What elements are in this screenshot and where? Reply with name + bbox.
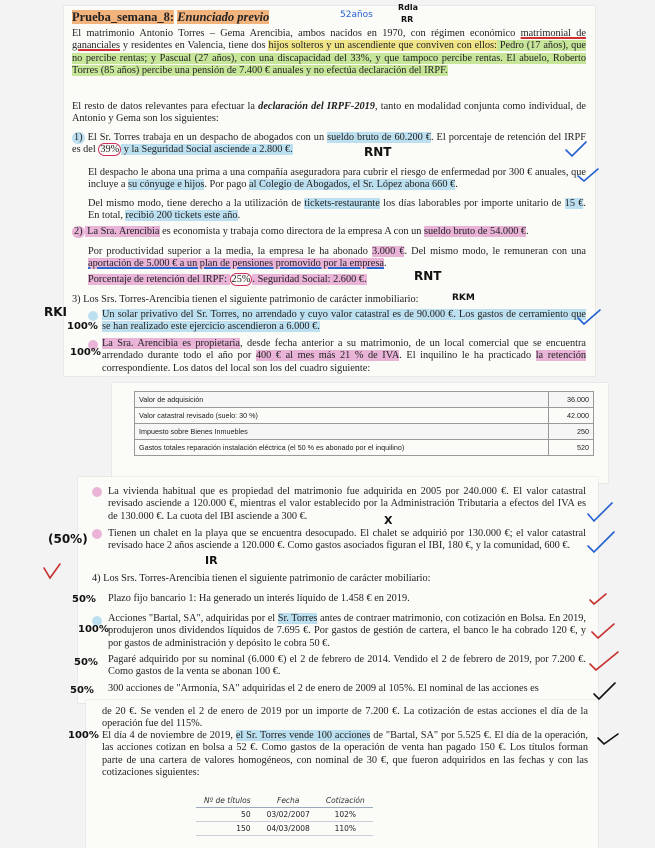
note-pct: 100% (78, 624, 109, 635)
table-row: Gastos totales reparación instalación eléctrica (el 50 % es abonado por el inquilino) 520 (135, 440, 594, 456)
table-row: 50 03/02/2007 102% (196, 808, 373, 822)
intro-paragraph-2: El resto de datos relevantes para efectuar la declaración del IRPF-2019, tanto en modalidad conjunta como individual, de Antonio y Gema son los siguientes: (72, 101, 587, 125)
item-3-bullet-1: Un solar privativo del Sr. Torres, no arrendado y cuyo valor catastral es de 90.000 €. Los gastos de cerramiento que se han realizado este ejercicio ascendieron a 6.000 €. (102, 309, 586, 333)
note-rnt-1: RNT (364, 145, 392, 159)
table-row: Impuesto sobre Bienes Inmuebles 250 (135, 424, 594, 440)
check-icon (578, 310, 600, 324)
note-top-2: RR (401, 15, 414, 24)
table-header-row: Nº de títulos Fecha Cotización (196, 794, 373, 808)
intro-paragraph-1: El matrimonio Antonio Torres – Gema Arencibia, ambos nacidos en 1970, con régimen económico matrimonial de gananciales y residentes en Valencia, tiene dos hijos solteros y un ascendiente que conviven con ellos: Pedro (17 años), que no percibe rentas; y Pascual (27 años), con una discapacidad del 33%, y que tampoco percibe rentas. El abuelo, Roberto Torres (85 años) percibe una pensión de 7.400 € anuales y no efectúa declaración del IRPF. (72, 28, 586, 76)
item-1: 1) El Sr. Torres trabaja en un despacho de abogados con un sueldo bruto de 60.200 €. El porcentaje de retención del IRPF es del 39% y la Seguridad Social asciende a 2.800 €. (72, 132, 586, 156)
note-rkm: RKM (452, 293, 475, 303)
title-prefix: Prueba_semana_8: (72, 10, 175, 24)
check-icon (44, 564, 60, 578)
check-icon (588, 532, 614, 552)
check-icon (578, 169, 598, 181)
note-rki: RKI (44, 305, 68, 319)
note-pct: 100% (70, 347, 101, 358)
item-2-sub-2: Porcentaje de retención del IRPF: 25% . Seguridad Social: 2.600 €. (88, 274, 367, 285)
item-4-bullet-2: Acciones "Bartal, SA", adquiridas por el Sr. Torres antes de contraer matrimonio, con cotización en Bolsa. En 2019, produjeron unos dividendos líquidos de 7.695 €. Por gastos de gestión de cartera, el banco le ha cobrado 120 €, y por gastos de administración y depósito le cobra 50 €. (108, 613, 586, 649)
item-4-bullet-5: El día 4 de noviembre de 2019, el Sr. Torres vende 100 acciones de "Bartal, SA" por 5.525 €. El día de la operación, las acciones cotizan en bolsa a 52 €. Como gastos de la operación de venta han pagado 150 €. Los títulos forman parte de una cartera de valores homogéneos, con nominal de 30 €, que fueron adquiridos en las fechas y con las cotizaciones siguientes: (102, 730, 588, 778)
item-4: 4) Los Srs. Torres-Arencibia tienen el siguiente patrimonio de carácter mobiliario: (92, 573, 431, 584)
item-4-bullet-4-continued: de 20 €. Se venden el 2 de enero de 2019 por un importe de 7.200 €. La cotización de estas acciones el día de la operación fue del 115%. (102, 706, 588, 730)
note-x-mark: X (384, 514, 393, 527)
check-icon (588, 503, 612, 521)
note-pct: 50% (74, 657, 98, 668)
item-3: 3) Los Srs. Torres-Arencibia tienen el siguiente patrimonio de carácter inmobiliario: (72, 294, 419, 305)
title-main: Enunciado previo (177, 10, 270, 24)
note-rnt-2: RNT (414, 269, 442, 283)
item-2-sub-1: Por productividad superior a la media, la empresa le ha abonado 3.000 €. Del mismo modo, le remuneran con una aportación de 5.000 € a un plan de pensiones promovido por la empresa. (88, 246, 587, 270)
item-3-bullet-2: La Sra. Arencibia es propietaria, desde fecha anterior a su matrimonio, de un local comercial que se encuentra arrendado durante todo el año por 400 € al mes más 21 % de IVA. El inquilino le ha practicado la retención correspondiente. Los datos del local son los del cuadro siguiente: (102, 338, 587, 374)
note-age: 52años (340, 10, 373, 20)
table-row: 150 04/03/2008 110% (196, 822, 373, 836)
note-pct: (50%) (48, 532, 88, 546)
item-3-bullet-4: Tienen un chalet en la playa que se encuentra desocupado. El chalet se adquirió por 130.000 €; el valor catastral revisado hace 2 años asciende a 120.000 €. Como gastos asociados figuran el IBI, 180 €, y la comunidad, 600 €. (108, 528, 586, 552)
check-icon (598, 734, 618, 744)
check-icon (566, 142, 586, 156)
check-icon (590, 652, 618, 670)
item-2: 2) La Sra. Arencibia es economista y trabaja como directora de la empresa A con un sueldo bruto de 54.000 €. (74, 226, 529, 237)
note-pct: 50% (70, 685, 94, 696)
item-3-bullet-3: La vivienda habitual que es propiedad del matrimonio fue adquirida en 2005 por 240.000 €. El valor catastral revisado asciende a 120.000 €, mientras el valor establecido por la Administración Tributaria a efectos del IVA es de 130.000 €. La cuota del IBI asciende a 300 €. (108, 486, 586, 522)
note-pct: 50% (72, 594, 96, 605)
table-row: Valor de adquisición 36.000 (135, 392, 594, 408)
note-pct: 100% (67, 321, 98, 332)
item-1-sub-1: El despacho le abona una prima a una compañía aseguradora para cubrir el riesgo de enfermedad por 300 € anuales, que incluye a su cónyuge e hijos. Por pago al Colegio de Abogados, el Sr. López abona 660 €. (88, 167, 586, 191)
note-pct: 100% (68, 730, 99, 741)
note-ir: IR (205, 554, 218, 567)
item-4-bullet-4: 300 acciones de "Armonía, SA" adquiridas el 2 de enero de 2009 al 105%. El nominal de las acciones es (108, 683, 539, 694)
check-icon (590, 594, 606, 604)
item-1-sub-2: Del mismo modo, tiene derecho a la utilización de tickets-restaurante los días laborables por importe unitario de 15 €. En total, recibió 200 tickets este año. (88, 198, 586, 222)
item-4-bullet-1: Plazo fijo bancario 1: Ha generado un interés líquido de 1.458 € en 2019. (108, 593, 410, 604)
item-4-bullet-3: Pagaré adquirido por su nominal (6.000 €) el 2 de febrero de 2014. Vendido el 2 de febrero de 2019, por 7.200 €. Como gastos de la venta se abonan 100 €. (108, 654, 586, 678)
check-icon (592, 624, 614, 638)
note-top-1: Rdla (398, 3, 419, 12)
check-icon (594, 683, 615, 699)
table-row: Valor catastral revisado (suelo: 30 %) 42.000 (135, 408, 594, 424)
